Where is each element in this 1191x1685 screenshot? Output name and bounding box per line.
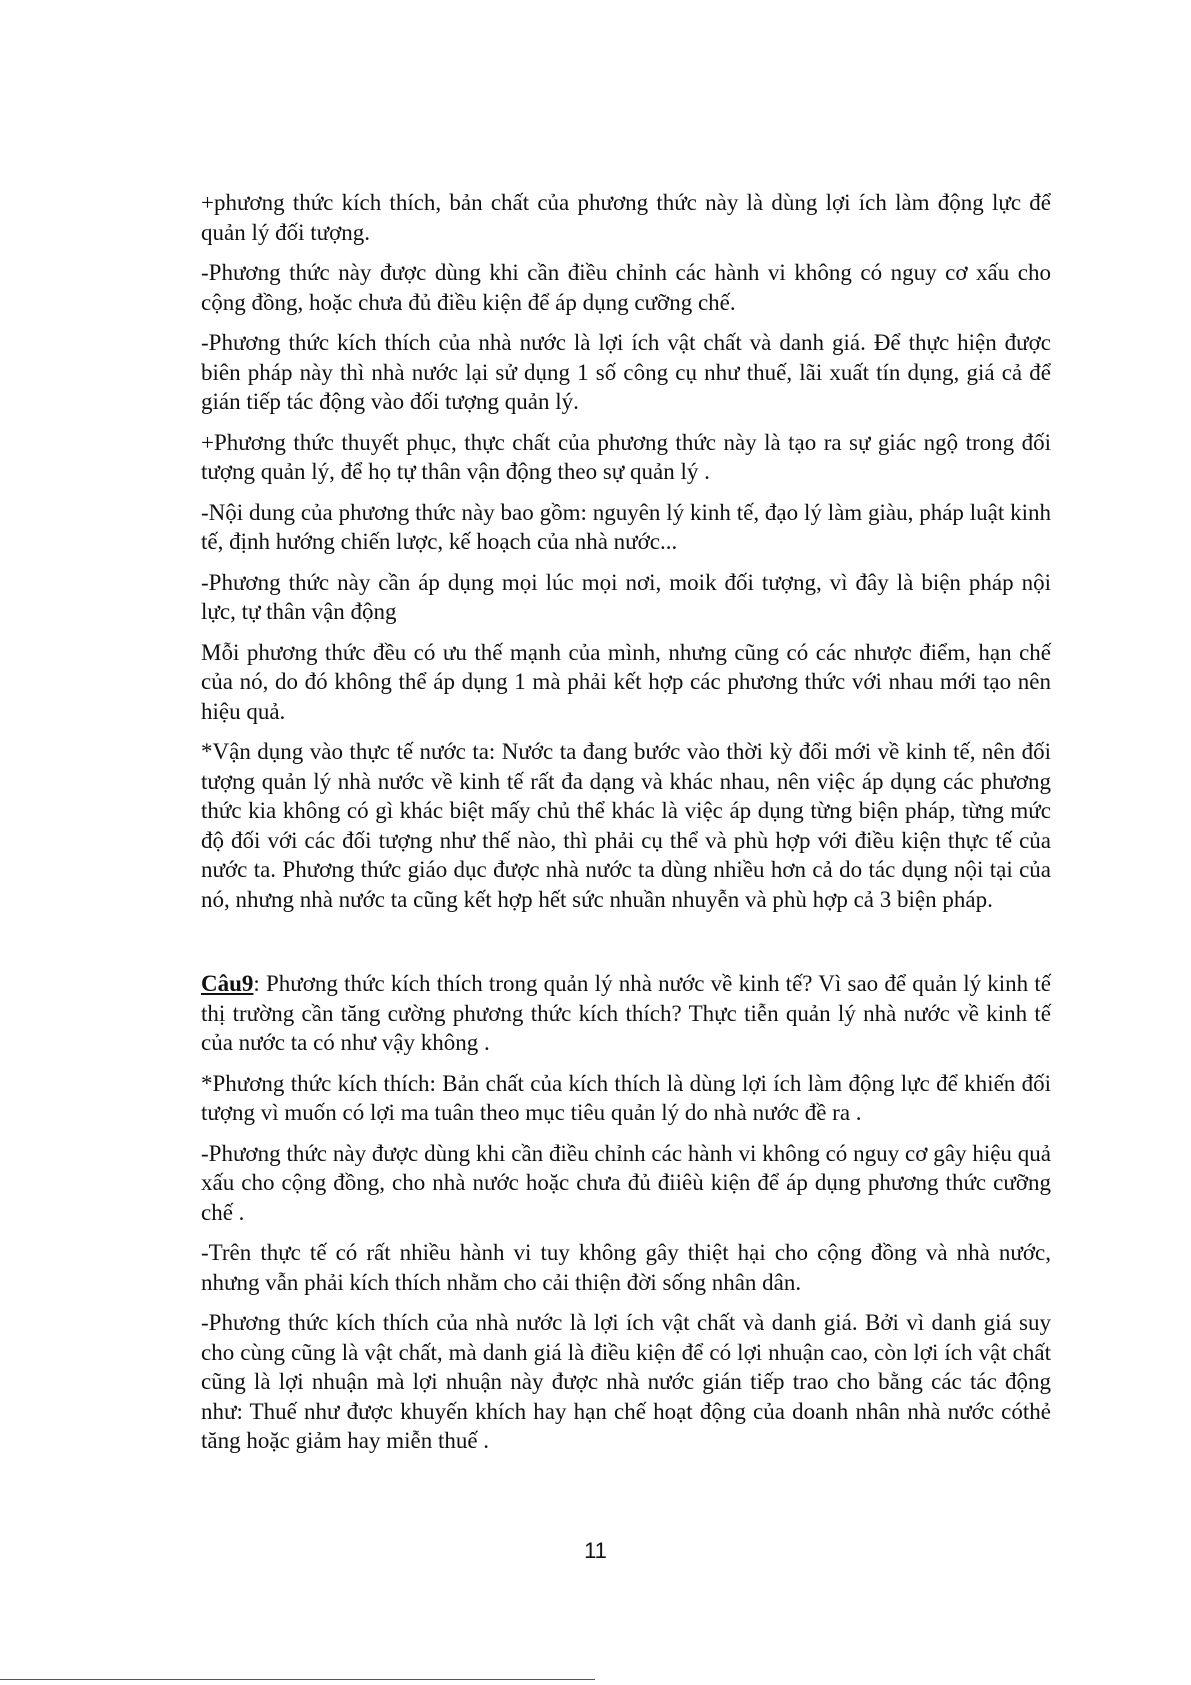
question-heading xyxy=(201,969,1051,1058)
paragraph: *Vận dụng vào thực tế nước ta: Nước ta đang bước vào thời kỳ đổi mới về kinh tế, nên đối tượng quản lý nhà nước về kinh tế rất đa dạng và khác nhau, nên việc áp dụng các phương thức kia không có gì khác biệt mấy chủ thể khác là việc áp dụng từng biện pháp, từng mức độ đối với các đối tượng như thế nào, thì phải cụ thể và phù hợp với điều kiện thực tế của nước ta. Phương thức giáo dục được nhà nước ta dùng nhiều hơn cả do tác dụng nội tại của nó, nhưng nhà nước ta cũng kết hợp hết sức nhuần nhuyễn và phù hợp cả 3 biện pháp. xyxy=(201,739,1051,912)
paragraph: *Phương thức kích thích: Bản chất của kích thích là dùng lợi ích làm động lực để khiến đối tượng vì muốn có lợi ma tuân theo mục tiêu quản lý do nhà nước đề ra . xyxy=(201,1070,1051,1125)
paragraph: -Trên thực tế có rất nhiều hành vi tuy không gây thiệt hại cho cộng đồng và nhà nước, nhưng vẫn phải kích thích nhằm cho cải thiện đời sống nhân dân. xyxy=(201,1240,1051,1295)
question-label: Câu9 xyxy=(201,971,254,996)
paragraph: +phương thức kích thích, bản chất của phương thức này là dùng lợi ích làm động lực để quản lý đối tượng. xyxy=(201,190,1051,245)
document-page xyxy=(201,188,1051,1467)
paragraph: -Phương thức này được dùng khi cần điều chỉnh các hành vi không có nguy cơ xấu cho cộng đồng, hoặc chưa đủ điều kiện để áp dụng cưỡng chế. xyxy=(201,260,1051,315)
footer-divider xyxy=(0,1679,595,1680)
paragraph: Mỗi phương thức đều có ưu thế mạnh của mình, nhưng cũng có các nhược điểm, hạn chế của nó, do đó không thể áp dụng 1 mà phải kết hợp các phương thức với nhau mới tạo nên hiệu quả. xyxy=(201,639,1051,724)
page-number: 11 xyxy=(584,1538,607,1563)
paragraph: -Phương thức này được dùng khi cần điều chỉnh các hành vi không có nguy cơ gây hiệu quả xấu cho cộng đồng, cho nhà nước hoặc chưa đủ điiêù kiện để áp dụng phương thức cưỡng chế . xyxy=(201,1140,1051,1225)
paragraph: -Phương thức này cần áp dụng mọi lúc mọi nơi, moik đối tượng, vì đây là biện pháp nội lực, tự thân vận động xyxy=(201,569,1051,624)
question-text: : Phương thức kích thích trong quản lý nhà nước về kinh tế? Vì sao để quản lý kinh tế thị trường cần tăng cường phương thức kích thích? Thực tiễn quản lý nhà nước về kinh tế của nước ta có như vậy không . xyxy=(201,971,1051,1055)
paragraph: -Phương thức kích thích của nhà nước là lợi ích vật chất và danh giá. Bởi vì danh giá suy cho cùng cũng là vật chất, mà danh giá là điều kiện để có lợi nhuận cao, còn lợi ích vật chất cũng là lợi nhuận mà lợi nhuận này được nhà nước gián tiếp trao cho bằng các tác động như: Thuế như được khuyến khích hay hạn chế hoạt động của doanh nhân nhà nước cóthẻ tăng hoặc giảm hay miễn thuế . xyxy=(201,1310,1051,1453)
paragraph: -Phương thức kích thích của nhà nước là lợi ích vật chất và danh giá. Để thực hiện được biên pháp này thì nhà nước lại sử dụng 1 số công cụ như thuế, lãi xuất tín dụng, giá cả để gián tiếp tác động vào đối tượng quản lý. xyxy=(201,330,1051,414)
paragraph: -Nội dung của phương thức này bao gồm: nguyên lý kinh tế, đạo lý làm giàu, pháp luật kinh tế, định hướng chiến lược, kế hoạch của nhà nước... xyxy=(201,499,1051,554)
paragraph: +Phương thức thuyết phục, thực chất của phương thức này là tạo ra sự giác ngộ trong đối tượng quản lý, để họ tự thân vận động theo sự quản lý . xyxy=(201,429,1051,484)
